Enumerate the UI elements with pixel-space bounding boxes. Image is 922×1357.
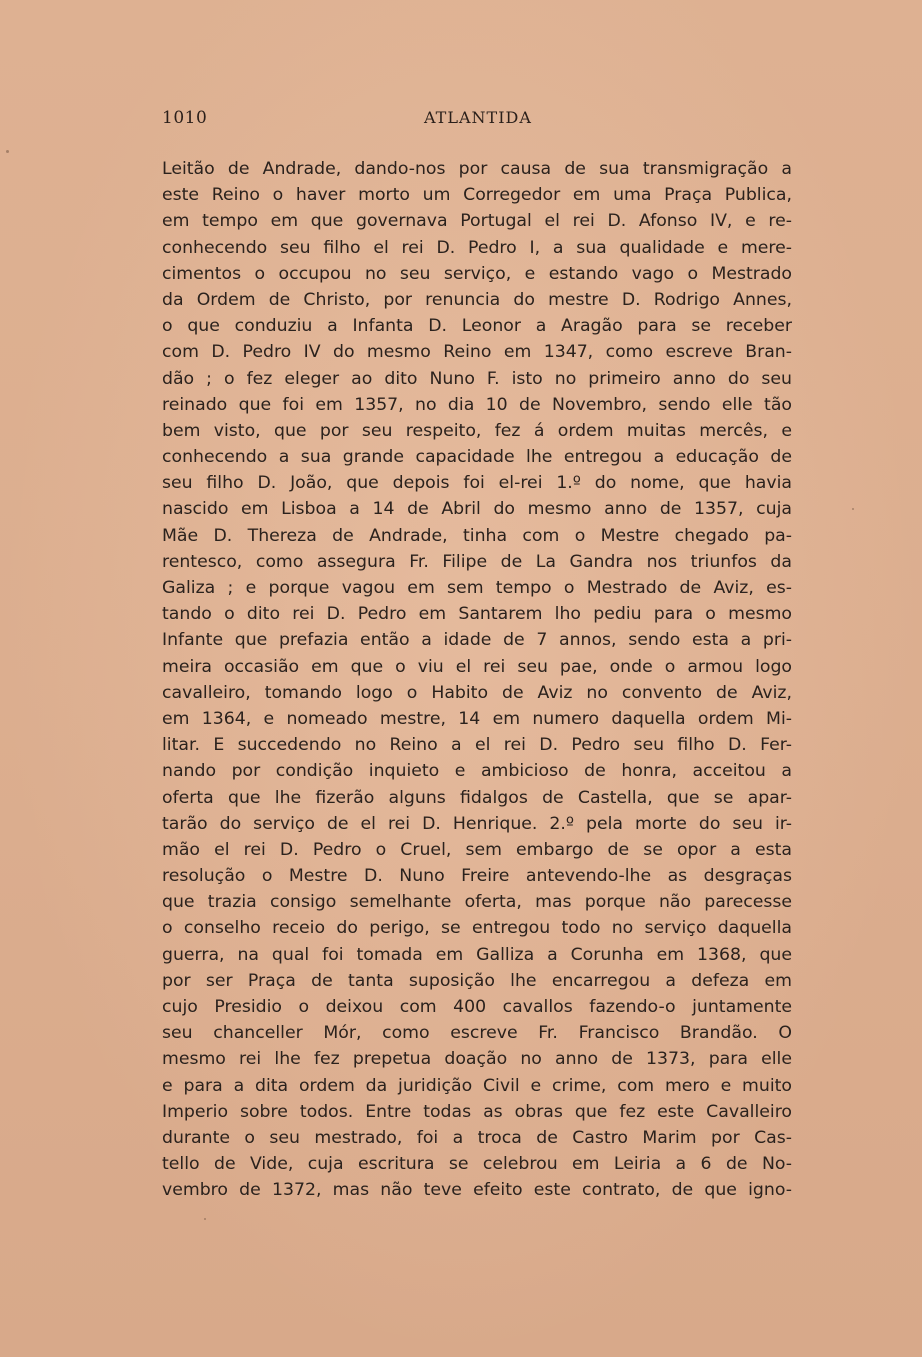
paper-speck xyxy=(204,1218,206,1220)
text-line: tello de Vide, cuja escritura se celebrou em Leiria a 6 de No- xyxy=(162,1154,792,1175)
text-line: conhecendo a sua grande capacidade lhe entregou a educação de xyxy=(162,447,792,468)
text-line: resolução o Mestre D. Nuno Freire antevendo-lhe as desgraças xyxy=(162,866,792,887)
text-line: este Reino o haver morto um Corregedor em uma Praça Publica, xyxy=(162,185,792,206)
text-line: por ser Praça de tanta suposição lhe encarregou a defeza em xyxy=(162,970,792,991)
text-line: cujo Presidio o deixou com 400 cavallos fazendo-o juntamente xyxy=(162,997,792,1017)
text-line: mão el rei D. Pedro o Cruel, sem embargo de se opor a esta xyxy=(162,839,792,860)
text-line: oferta que lhe fizerão alguns fidalgos de Castella, que se apar- xyxy=(162,787,792,808)
text-line: Mãe D. Thereza de Andrade, tinha com o Mestre chegado pa- xyxy=(162,525,792,546)
running-title: ATLANTIDA xyxy=(424,108,532,127)
text-line: tarão do serviço de el rei D. Henrique. 2.º pela morte do seu ir- xyxy=(162,813,792,834)
text-line: vembro de 1372, mas não teve efeito este contrato, de que igno- xyxy=(162,1180,792,1201)
text-line: Infante que prefazia então a idade de 7 annos, sendo esta a pri- xyxy=(162,630,792,651)
text-line: Imperio sobre todos. Entre todas as obras que fez este Cavalleiro xyxy=(162,1101,792,1122)
text-line: com D. Pedro IV do mesmo Reino em 1347, como escreve Bran- xyxy=(162,342,792,363)
text-line: o que conduziu a Infanta D. Leonor a Aragão para se receber xyxy=(162,316,792,337)
text-line: em 1364, e nomeado mestre, 14 em numero daquella ordem Mi- xyxy=(162,708,792,729)
text-line: Galiza ; e porque vagou em sem tempo o Mestrado de Aviz, es- xyxy=(162,578,792,598)
text-line: durante o seu mestrado, foi a troca de Castro Marim por Cas- xyxy=(162,1127,792,1148)
page-number: 1010 xyxy=(162,108,208,128)
text-line: da Ordem de Christo, por renuncia do mestre D. Rodrigo Annes, xyxy=(162,289,792,310)
text-line: guerra, na qual foi tomada em Galliza a Corunha em 1368, que xyxy=(162,944,792,965)
paper-speck xyxy=(6,150,9,153)
text-line: nando por condição inquieto e ambicioso de honra, acceitou a xyxy=(162,761,792,782)
paper-speck xyxy=(852,508,854,510)
text-line: tando o dito rei D. Pedro em Santarem lho pediu para o mesmo xyxy=(162,604,792,625)
body-text xyxy=(162,156,792,1204)
text-line: cavalleiro, tomando logo o Habito de Aviz no convento de Aviz, xyxy=(162,682,792,703)
text-line: nascido em Lisboa a 14 de Abril do mesmo anno de 1357, cuja xyxy=(162,499,792,520)
text-line: que trazia consigo semelhante oferta, mas porque não parecesse xyxy=(162,892,792,913)
text-line: mesmo rei lhe fez prepetua doação no anno de 1373, para elle xyxy=(162,1049,792,1070)
text-line: meira occasião em que o viu el rei seu pae, onde o armou logo xyxy=(162,656,792,677)
text-line: dão ; o fez eleger ao dito Nuno F. isto no primeiro anno do seu xyxy=(162,368,792,389)
text-line: rentesco, como assegura Fr. Filipe de La Gandra nos triunfos da xyxy=(162,551,792,572)
text-line: seu filho D. João, que depois foi el-rei 1.º do nome, que havia xyxy=(162,473,792,494)
page-header xyxy=(162,108,792,134)
text-line: seu chanceller Mór, como escreve Fr. Francisco Brandão. O xyxy=(162,1023,792,1044)
text-line: bem visto, que por seu respeito, fez á ordem muitas mercês, e xyxy=(162,420,792,441)
text-line: reinado que foi em 1357, no dia 10 de Novembro, sendo elle tão xyxy=(162,394,792,415)
text-line: conhecendo seu filho el rei D. Pedro I, a sua qualidade e mere- xyxy=(162,237,792,258)
text-line: Leitão de Andrade, dando-nos por causa de sua transmigração a xyxy=(162,159,792,179)
text-line: o conselho receio do perigo, se entregou todo no serviço daquella xyxy=(162,918,792,939)
text-line: litar. E succedendo no Reino a el rei D. Pedro seu filho D. Fer- xyxy=(162,735,792,756)
text-line: cimentos o occupou no seu serviço, e estando vago o Mestrado xyxy=(162,263,792,284)
text-line: em tempo em que governava Portugal el rei D. Afonso IV, e re- xyxy=(162,211,792,232)
text-line: e para a dita ordem da juridição Civil e crime, com mero e muito xyxy=(162,1075,792,1096)
